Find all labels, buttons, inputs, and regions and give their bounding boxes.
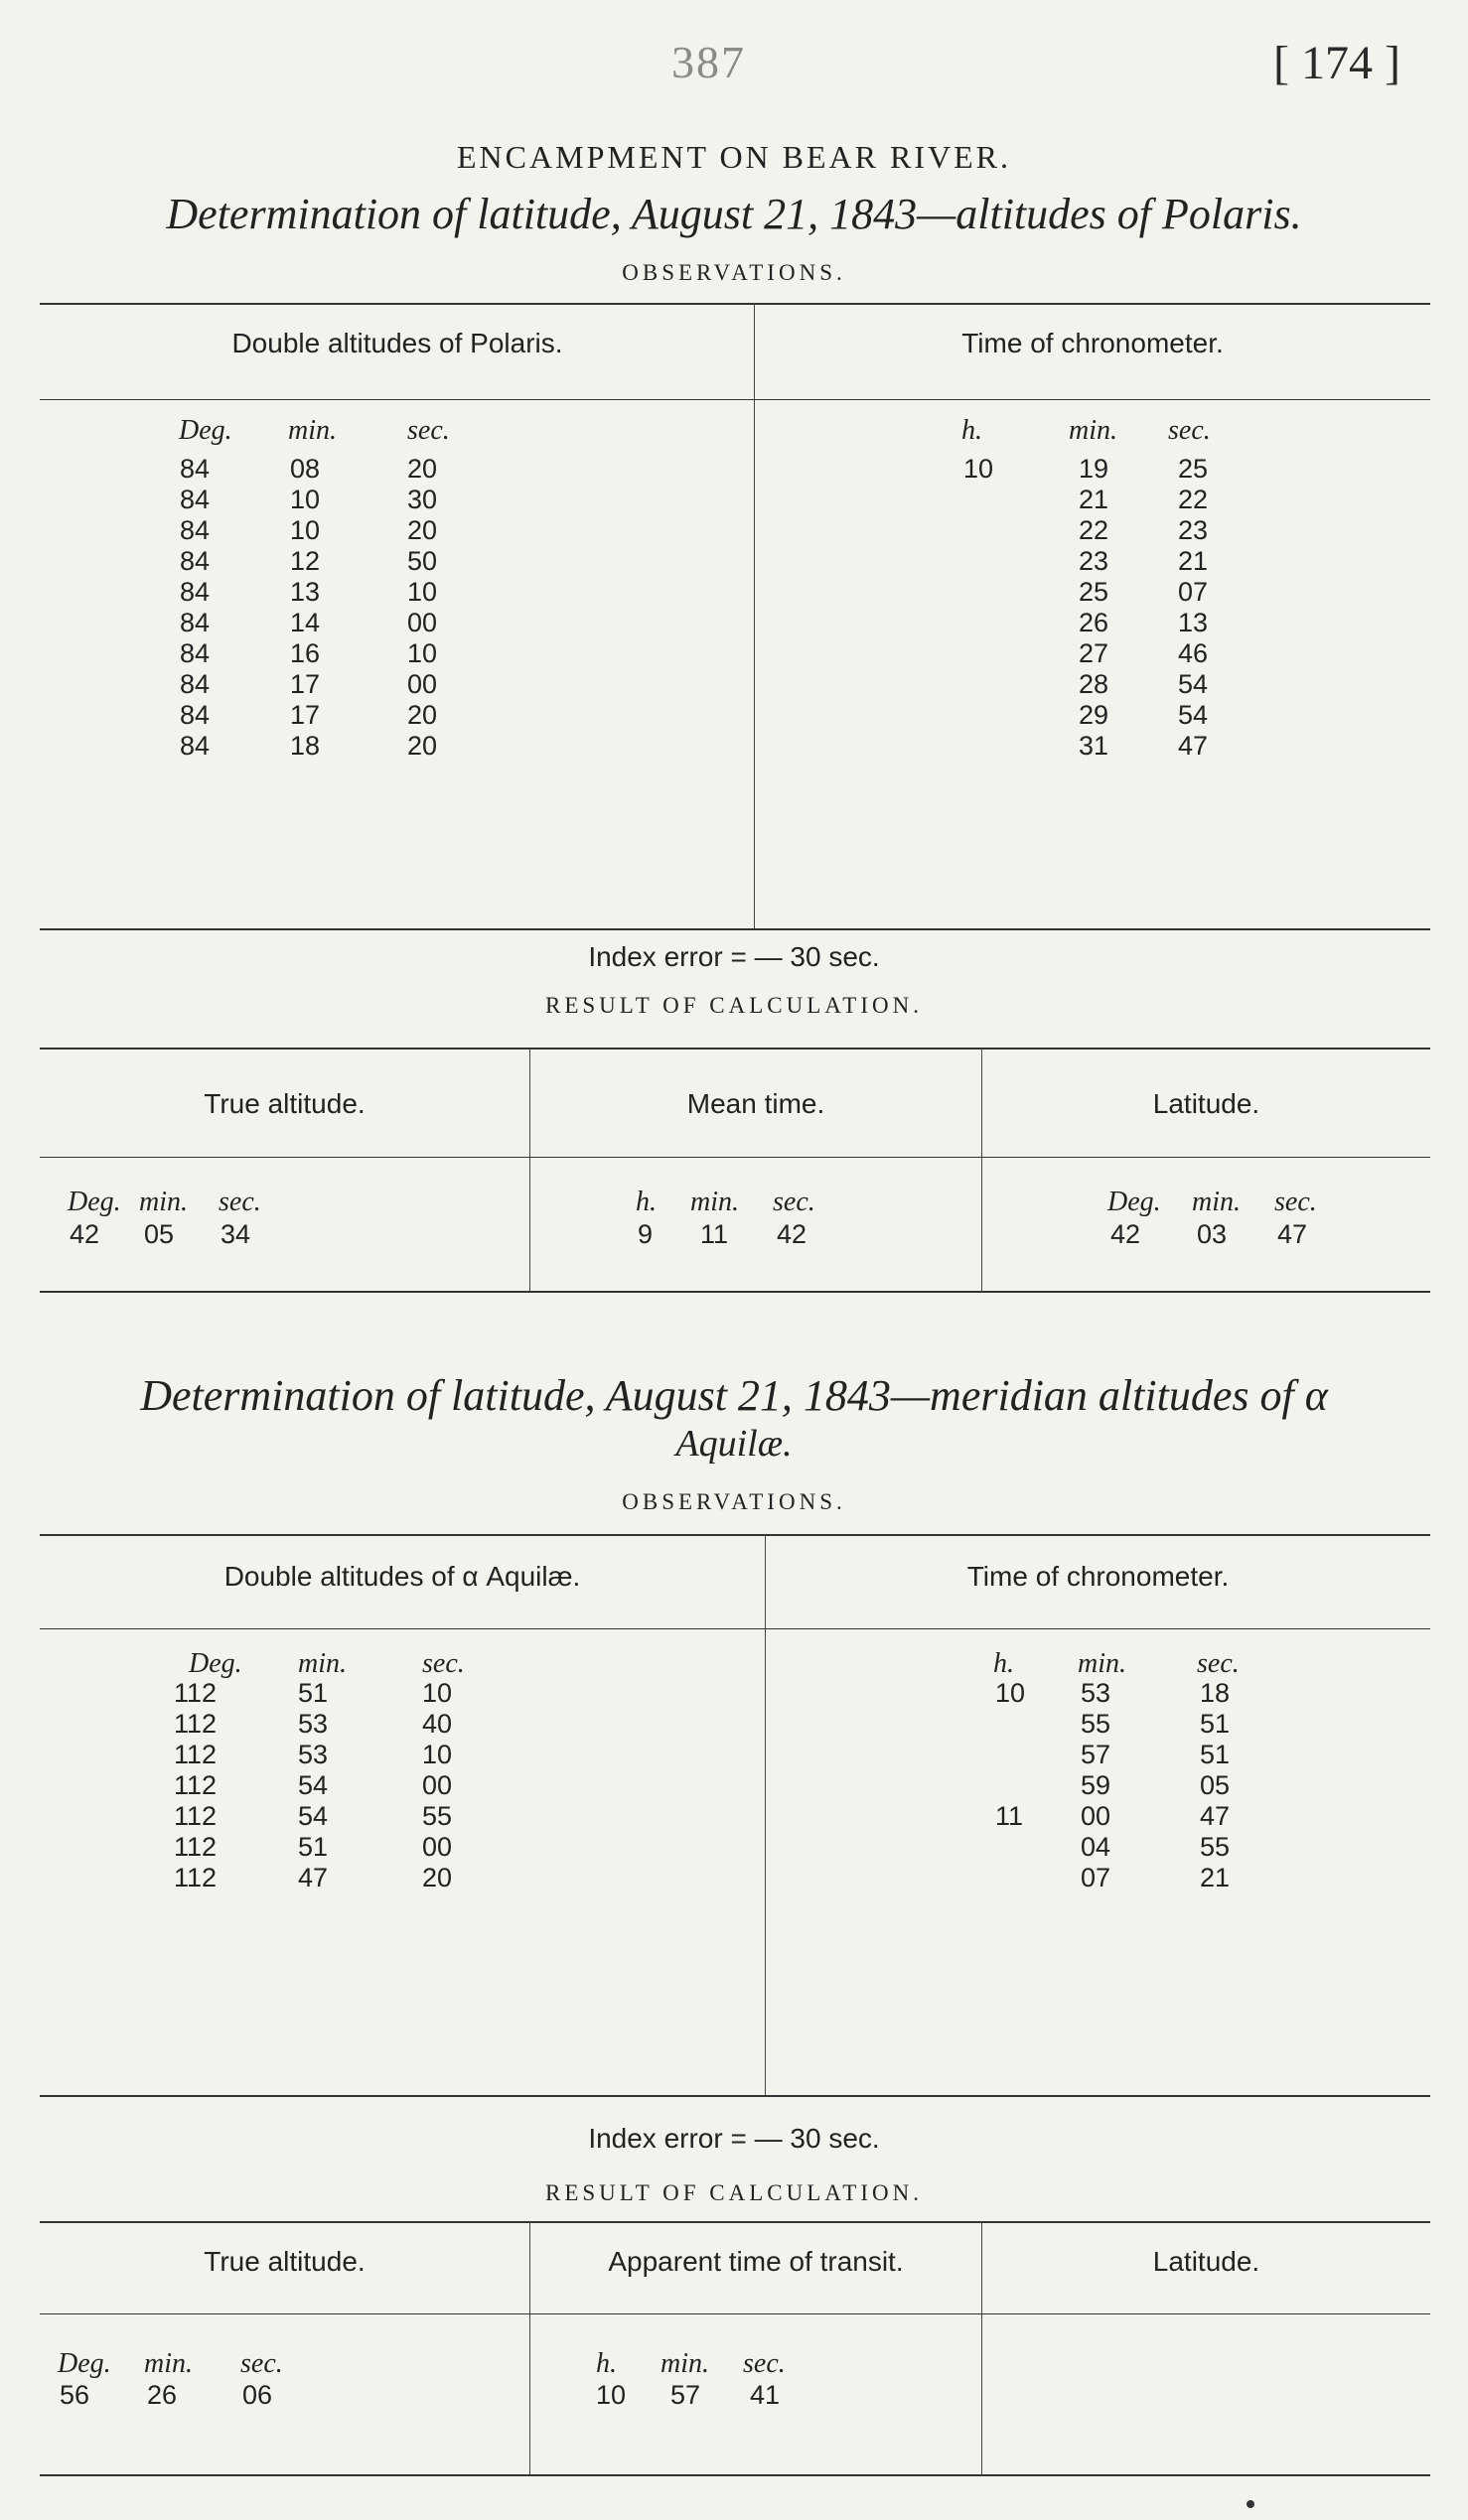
ink-dot [1247, 2500, 1254, 2508]
unit-min: min. [144, 2348, 193, 2379]
row-1-altitude-min: 51 [298, 1678, 329, 1708]
row-2-altitude-min: 10 [290, 485, 321, 514]
row-8-altitude-min: 17 [290, 669, 321, 699]
col-latitude: Latitude. [1152, 1088, 1260, 1119]
row-1-time-h: 10 [995, 1678, 1026, 1708]
row-3-altitude-sec: 20 [407, 515, 438, 545]
row-5-time-h: 11 [995, 1801, 1024, 1831]
row-5-altitude-deg: 112 [174, 1801, 218, 1831]
unit-sec: sec. [773, 1187, 815, 1217]
row-2-time-min: 55 [1081, 1709, 1111, 1739]
row-6-altitude-deg: 84 [180, 608, 211, 637]
row-6-altitude-sec: 00 [422, 1832, 453, 1862]
row-5-altitude-sec: 55 [422, 1801, 453, 1831]
row-1-altitude-deg: 84 [180, 454, 211, 484]
row-4-time-sec: 05 [1200, 1770, 1231, 1800]
col-apparent-time-of-transit: Apparent time of transit. [608, 2246, 904, 2277]
row-1-altitude-deg: 112 [174, 1678, 218, 1708]
row-9-altitude-min: 17 [290, 700, 321, 730]
true-altitude-sec: 06 [242, 2380, 273, 2410]
unit-h: h. [596, 2348, 617, 2379]
row-5-altitude-sec: 10 [407, 577, 438, 607]
unit-sec: sec. [1168, 415, 1211, 446]
section1-observations-label: OBSERVATIONS. [622, 260, 846, 285]
col-double-altitudes: Double altitudes of α Aquilæ. [223, 1561, 581, 1592]
section2-title-line2: Aquilæ. [675, 1423, 793, 1465]
mean-time-h: 9 [638, 1219, 654, 1249]
row-3-altitude-deg: 84 [180, 515, 211, 545]
page-number: [ 174 ] [1273, 37, 1400, 89]
col-latitude: Latitude. [1152, 2246, 1260, 2277]
row-7-time-min: 27 [1079, 638, 1109, 668]
true-altitude-deg: 42 [70, 1219, 100, 1249]
row-7-time-min: 07 [1081, 1863, 1111, 1892]
row-3-time-min: 22 [1079, 515, 1109, 545]
row-1-altitude-sec: 20 [407, 454, 438, 484]
row-5-altitude-min: 54 [298, 1801, 329, 1831]
unit-min: min. [1078, 1648, 1126, 1679]
row-7-time-sec: 21 [1200, 1863, 1231, 1892]
unit-sec: sec. [1274, 1187, 1317, 1217]
row-3-altitude-deg: 112 [174, 1740, 218, 1769]
row-1-time-min: 19 [1079, 454, 1109, 484]
row-9-altitude-sec: 20 [407, 700, 438, 730]
row-6-altitude-min: 14 [290, 608, 321, 637]
row-1-altitude-min: 08 [290, 454, 321, 484]
section1-title: Determination of latitude, August 21, 1843—altitudes of Polaris. [166, 190, 1302, 238]
row-7-time-sec: 46 [1178, 638, 1209, 668]
row-4-altitude-deg: 112 [174, 1770, 218, 1800]
row-8-altitude-deg: 84 [180, 669, 211, 699]
row-3-time-sec: 51 [1200, 1740, 1231, 1769]
row-2-altitude-sec: 40 [422, 1709, 453, 1739]
row-7-altitude-sec: 20 [422, 1863, 453, 1892]
true-altitude-deg: 56 [60, 2380, 90, 2410]
unit-sec: sec. [407, 415, 450, 446]
place-heading: ENCAMPMENT ON BEAR RIVER. [457, 139, 1011, 175]
row-4-time-sec: 21 [1178, 546, 1209, 576]
row-1-time-sec: 25 [1178, 454, 1209, 484]
row-7-altitude-deg: 112 [174, 1863, 218, 1892]
transit-time-sec: 41 [750, 2380, 781, 2410]
col-true-altitude: True altitude. [204, 2246, 366, 2277]
unit-h: h. [636, 1187, 657, 1217]
unit-deg: Deg. [68, 1187, 121, 1217]
col-true-altitude: True altitude. [204, 1088, 366, 1119]
section1-index-error: Index error = — 30 sec. [588, 941, 880, 972]
row-3-time-min: 57 [1081, 1740, 1111, 1769]
row-5-altitude-deg: 84 [180, 577, 211, 607]
row-2-altitude-deg: 112 [174, 1709, 218, 1739]
col-chronometer-time: Time of chronometer. [961, 328, 1224, 358]
row-8-time-sec: 54 [1178, 669, 1209, 699]
row-9-altitude-deg: 84 [180, 700, 211, 730]
unit-sec: sec. [219, 1187, 261, 1217]
true-altitude-min: 26 [147, 2380, 178, 2410]
col-mean-time: Mean time. [686, 1088, 825, 1119]
row-2-time-sec: 51 [1200, 1709, 1231, 1739]
row-6-time-min: 26 [1079, 608, 1109, 637]
row-10-time-min: 31 [1079, 731, 1109, 761]
unit-min: min. [690, 1187, 739, 1217]
unit-min: min. [661, 2348, 709, 2379]
section2-observations-label: OBSERVATIONS. [622, 1489, 846, 1514]
unit-min: min. [288, 415, 337, 446]
row-2-altitude-sec: 30 [407, 485, 438, 514]
row-6-altitude-min: 51 [298, 1832, 329, 1862]
row-1-time-min: 53 [1081, 1678, 1111, 1708]
col-chronometer-time: Time of chronometer. [966, 1561, 1230, 1592]
col-double-altitudes: Double altitudes of Polaris. [231, 328, 563, 358]
latitude-sec: 47 [1277, 1219, 1308, 1249]
section1-result-label: RESULT OF CALCULATION. [544, 993, 923, 1018]
row-4-altitude-sec: 50 [407, 546, 438, 576]
row-5-time-min: 00 [1081, 1801, 1111, 1831]
row-10-time-sec: 47 [1178, 731, 1209, 761]
unit-h: h. [993, 1648, 1014, 1679]
row-4-altitude-min: 54 [298, 1770, 329, 1800]
row-10-altitude-deg: 84 [180, 731, 211, 761]
row-4-altitude-deg: 84 [180, 546, 211, 576]
unit-deg: Deg. [1107, 1187, 1161, 1217]
transit-time-h: 10 [596, 2380, 627, 2410]
row-5-time-sec: 07 [1178, 577, 1209, 607]
latitude-deg: 42 [1110, 1219, 1141, 1249]
unit-min: min. [1192, 1187, 1241, 1217]
row-3-altitude-sec: 10 [422, 1740, 453, 1769]
unit-deg: Deg. [179, 415, 232, 446]
row-8-time-min: 28 [1079, 669, 1109, 699]
row-1-time-h: 10 [963, 454, 994, 484]
mean-time-sec: 42 [777, 1219, 807, 1249]
mean-time-min: 11 [700, 1219, 729, 1249]
row-9-time-sec: 54 [1178, 700, 1209, 730]
unit-sec: sec. [743, 2348, 786, 2379]
row-5-altitude-min: 13 [290, 577, 321, 607]
unit-min: min. [139, 1187, 188, 1217]
section2-index-error: Index error = — 30 sec. [588, 2123, 880, 2154]
row-2-altitude-min: 53 [298, 1709, 329, 1739]
row-5-time-min: 25 [1079, 577, 1109, 607]
row-6-altitude-sec: 00 [407, 608, 438, 637]
unit-sec: sec. [422, 1648, 465, 1679]
true-altitude-sec: 34 [220, 1219, 251, 1249]
row-1-altitude-sec: 10 [422, 1678, 453, 1708]
row-2-altitude-deg: 84 [180, 485, 211, 514]
row-6-time-sec: 55 [1200, 1832, 1231, 1862]
row-6-time-sec: 13 [1178, 608, 1209, 637]
row-4-time-min: 59 [1081, 1770, 1111, 1800]
row-7-altitude-deg: 84 [180, 638, 211, 668]
row-5-time-sec: 47 [1200, 1801, 1231, 1831]
row-6-altitude-deg: 112 [174, 1832, 218, 1862]
row-3-altitude-min: 10 [290, 515, 321, 545]
row-7-altitude-sec: 10 [407, 638, 438, 668]
row-2-time-min: 21 [1079, 485, 1109, 514]
true-altitude-min: 05 [144, 1219, 175, 1249]
transit-time-min: 57 [670, 2380, 701, 2410]
section2-title: Determination of latitude, August 21, 1843—meridian altitudes of α [140, 1371, 1328, 1420]
row-1-time-sec: 18 [1200, 1678, 1231, 1708]
row-2-time-sec: 22 [1178, 485, 1209, 514]
unit-deg: Deg. [58, 2348, 111, 2379]
row-7-altitude-min: 47 [298, 1863, 329, 1892]
unit-min: min. [1069, 415, 1117, 446]
row-4-altitude-min: 12 [290, 546, 321, 576]
row-10-altitude-min: 18 [290, 731, 321, 761]
row-7-altitude-min: 16 [290, 638, 321, 668]
row-8-altitude-sec: 00 [407, 669, 438, 699]
row-4-altitude-sec: 00 [422, 1770, 453, 1800]
latitude-min: 03 [1197, 1219, 1228, 1249]
section2-result-label: RESULT OF CALCULATION. [544, 2180, 923, 2205]
row-10-altitude-sec: 20 [407, 731, 438, 761]
row-6-time-min: 04 [1081, 1832, 1111, 1862]
unit-h: h. [961, 415, 982, 446]
row-4-time-min: 23 [1079, 546, 1109, 576]
row-9-time-min: 29 [1079, 700, 1109, 730]
row-3-time-sec: 23 [1178, 515, 1209, 545]
page-mark: 387 [671, 37, 746, 87]
unit-sec: sec. [240, 2348, 283, 2379]
row-3-altitude-min: 53 [298, 1740, 329, 1769]
unit-deg: Deg. [189, 1648, 242, 1679]
unit-sec: sec. [1197, 1648, 1240, 1679]
unit-min: min. [298, 1648, 347, 1679]
